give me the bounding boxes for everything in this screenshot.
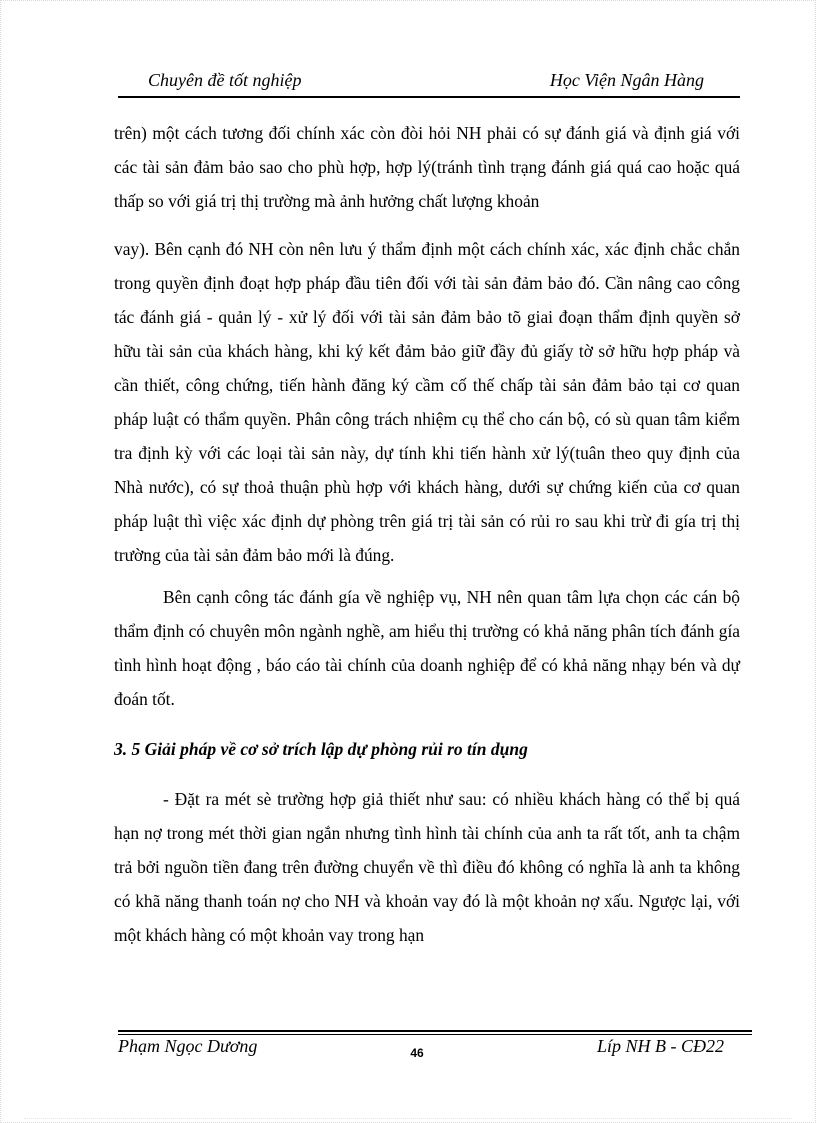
- header-rule: [118, 96, 740, 98]
- footer-rule-thin: [118, 1034, 752, 1035]
- paragraph-4: - Đặt ra mét sè trường hợp giả thiết như sau: có nhiều khách hàng có thể bị quá hạn nợ trong mét thời gian ngắn nhưng tình hình tài chính của anh ta rất tốt, anh ta chậm trả bởi nguồn tiền đang trên đường chuyển về thì điều đó không có nghĩa là anh ta không có khã năng thanh toán nợ cho NH và khoản vay đó là một khoản nợ xấu. Ngược lại, với một khách hàng có một khoản vay trong hạn: [114, 789, 740, 945]
- paragraph-3: Bên cạnh công tác đánh gía về nghiệp vụ, NH nên quan tâm lựa chọn các cán bộ thẩm định có chuyên môn ngành nghề, am hiểu thị trường có khả năng phân tích đánh gía tình hình hoạt động , báo cáo tài chính của doanh nghiệp để có khả năng nhạy bén và dự đoán tốt.: [114, 587, 740, 709]
- bottom-dotted-line: [24, 1118, 792, 1119]
- page-header: [118, 70, 740, 96]
- body-text: [114, 116, 740, 952]
- footer-rule-thick: [118, 1030, 752, 1032]
- paragraph-2: vay). Bên cạnh đó NH còn nên lưu ý thẩm định một cách chính xác, xác định chắc chắn trong quyền định đoạt hợp pháp đầu tiên đối với tài sản đảm bảo đó. Cần nâng cao công tác đánh giá - quản lý - xử lý đối với tài sản đảm bảo tõ giai đoạn thẩm định quyền sở hữu tài sản của khách hàng, khi ký kết đảm bảo giữ đầy đủ giấy tờ sở hữu hợp pháp và cần thiết, công chứng, tiến hành đăng ký cầm cố thế chấp tài sản đảm bảo tại cơ quan pháp luật có thẩm quyền. Phân công trách nhiệm cụ thể cho cán bộ, có sù quan tâm kiểm tra định kỳ với các loại tài sản này, dự tính khi tiến hành xử lý(tuân theo quy định của Nhà nước), có sự thoả thuận phù hợp với khách hàng, dưới sự chứng kiến của cơ quan pháp luật thì việc xác định dự phòng trên giá trị tài sản có rủi ro sau khi trừ đi gía trị thị trường của tài sản đảm bảo mới là đúng.: [114, 239, 740, 565]
- header-right-title: Học Viện Ngân Hàng: [549, 70, 704, 90]
- header-left-title: Chuyên đề tốt nghiệp: [148, 70, 302, 90]
- section-heading: 3. 5 Giải pháp về cơ sở trích lập dự phòng rủi ro tín dụng: [114, 739, 528, 759]
- footer-class: Líp NH B - CĐ22: [596, 1036, 724, 1056]
- paragraph-1: trên) một cách tương đối chính xác còn đòi hỏi NH phải có sự đánh giá và định giá với các tài sản đảm bảo sao cho phù hợp, hợp lý(tránh tình trạng đánh giá quá cao hoặc quá thấp so với giá trị thị trường mà ảnh hưởng chất lượng khoản: [114, 123, 740, 211]
- page-number: 46: [410, 1046, 424, 1060]
- footer-author: Phạm Ngọc Dương: [118, 1036, 258, 1056]
